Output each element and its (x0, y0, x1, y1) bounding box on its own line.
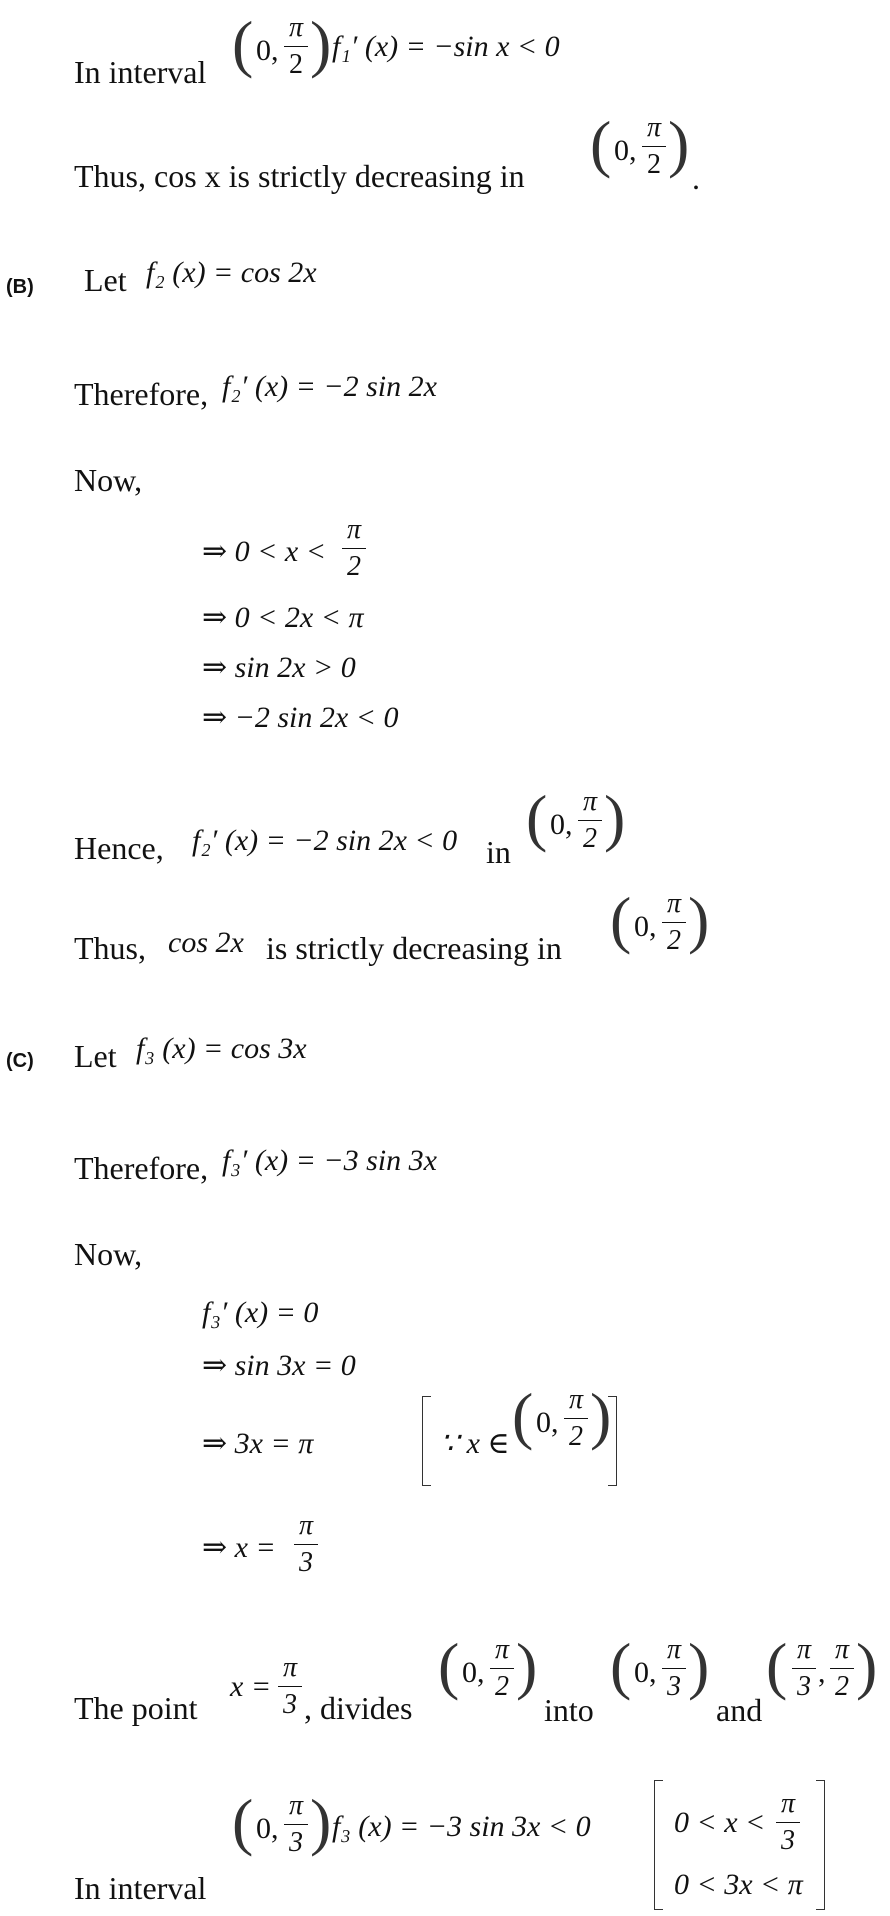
derivative-f1: f₁′ (x) = −sin x < 0 (332, 30, 560, 63)
zero-comma: 0, (256, 34, 279, 67)
fraction-pi-over-3: π 3 (278, 1654, 302, 1719)
let-text: Let (84, 262, 127, 298)
paren-close: ) (688, 1630, 710, 1701)
paren-open: ( (526, 782, 548, 853)
interval-text-1: In interval (74, 54, 207, 90)
fraction-pi-over-2: π 2 (662, 890, 686, 955)
fraction-pi-over-2: π 2 (490, 1636, 514, 1701)
step-b4: ⇒ −2 sin 2x < 0 (202, 701, 399, 734)
bracket-left (654, 1780, 663, 1910)
paren-open: ( (610, 1630, 632, 1701)
f2-definition: f₂ (x) = cos 2x (146, 256, 317, 289)
thus-text-2: Thus, (74, 930, 146, 966)
paren-open: ( (610, 884, 632, 955)
zero-comma: 0, (634, 1656, 657, 1689)
paren-close: ) (310, 8, 332, 79)
fraction-pi-over-2: π 2 (578, 788, 602, 853)
fraction-pi-over-3: π 3 (294, 1512, 318, 1577)
step-c3: ⇒ 3x = π (202, 1427, 314, 1460)
paren-close: ) (590, 1380, 612, 1451)
step-c2: ⇒ sin 3x = 0 (202, 1349, 356, 1382)
step-b3: ⇒ sin 2x > 0 (202, 651, 356, 684)
step-b1: ⇒ 0 < x < (202, 535, 326, 568)
comma: , (818, 1656, 826, 1689)
paren-close: ) (668, 108, 690, 179)
paren-close: ) (310, 1786, 332, 1857)
paren-open: ( (232, 1786, 254, 1857)
fraction-pi-over-3: π 3 (792, 1636, 816, 1701)
fraction-pi-over-2: π 2 (830, 1636, 854, 1701)
f2-derivative-negative: f₂′ (x) = −2 sin 2x < 0 (192, 824, 458, 857)
step-c1: f₃′ (x) = 0 (202, 1296, 319, 1329)
decreasing-text: is strictly decreasing in (266, 930, 562, 966)
fraction-pi-over-2: π 2 (342, 516, 366, 581)
let-text: Let (74, 1038, 117, 1074)
f3-definition: f₃ (x) = cos 3x (136, 1032, 307, 1065)
section-label-b: (B) (6, 276, 34, 298)
paren-close: ) (856, 1630, 878, 1701)
now-text: Now, (74, 462, 143, 498)
hence-text: Hence, (74, 830, 164, 866)
paren-close: ) (688, 884, 710, 955)
fraction-pi-over-2: π 2 (564, 1386, 588, 1451)
zero-comma: 0, (462, 1656, 485, 1689)
paren-close: ) (604, 782, 626, 853)
because-x-in: ∵ x ∈ (440, 1427, 510, 1460)
bracket-left (422, 1396, 431, 1486)
in-text: in (486, 834, 511, 870)
f3-negative: f₃ (x) = −3 sin 3x < 0 (332, 1810, 591, 1843)
period: . (692, 160, 700, 196)
fraction-pi-over-3: π 3 (776, 1790, 800, 1855)
bracket-right (816, 1780, 825, 1910)
condition-1: 0 < x < (674, 1806, 766, 1839)
zero-comma: 0, (550, 808, 573, 841)
into-text: into (544, 1692, 594, 1728)
zero-comma: 0, (614, 134, 637, 167)
paren-close: ) (516, 1630, 538, 1701)
divides-text: , divides (304, 1690, 413, 1726)
condition-2: 0 < 3x < π (674, 1868, 803, 1901)
cos2x: cos 2x (168, 926, 244, 959)
zero-comma: 0, (536, 1406, 559, 1439)
zero-comma: 0, (256, 1812, 279, 1845)
fraction-pi-over-3: π 3 (284, 1792, 308, 1857)
section-label-c: (C) (6, 1050, 34, 1072)
f2-derivative: f₂′ (x) = −2 sin 2x (222, 370, 437, 403)
paren-open: ( (512, 1380, 534, 1451)
now-text: Now, (74, 1236, 143, 1272)
paren-open: ( (232, 8, 254, 79)
x-equals: x = (230, 1670, 272, 1703)
and-text: and (716, 1692, 763, 1728)
interval-text-2: In interval (74, 1870, 207, 1906)
fraction-pi-over-2: π 2 (284, 14, 308, 79)
therefore-text: Therefore, (74, 376, 209, 412)
paren-open: ( (766, 1630, 788, 1701)
thus-text-1: Thus, cos x is strictly decreasing in (74, 158, 525, 194)
fraction-pi-over-2: π 2 (642, 114, 666, 179)
point-text: The point (74, 1690, 198, 1726)
therefore-text: Therefore, (74, 1150, 209, 1186)
zero-comma: 0, (634, 910, 657, 943)
bracket-right (608, 1396, 617, 1486)
step-b2: ⇒ 0 < 2x < π (202, 601, 364, 634)
step-c4: ⇒ x = (202, 1531, 276, 1564)
paren-open: ( (438, 1630, 460, 1701)
f3-derivative: f₃′ (x) = −3 sin 3x (222, 1144, 437, 1177)
fraction-pi-over-3: π 3 (662, 1636, 686, 1701)
paren-open: ( (590, 108, 612, 179)
